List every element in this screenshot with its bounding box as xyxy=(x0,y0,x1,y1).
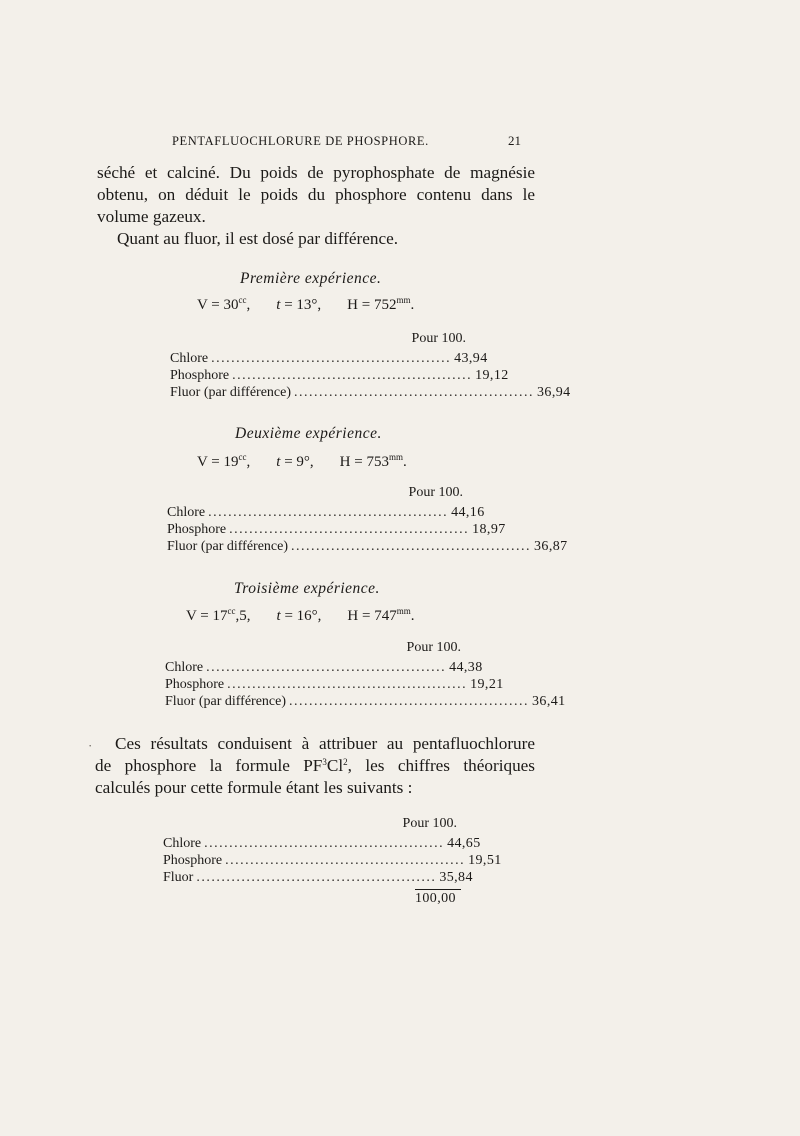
table-row: Chlore ................................................ 44,65 xyxy=(163,836,481,851)
running-title: PENTAFLUOCHLORURE DE PHOSPHORE. xyxy=(172,134,429,148)
pressure: $H = 752^{mm}$. xyxy=(347,295,415,313)
table-row: Chlore ................................................ 44,16 xyxy=(167,505,485,520)
column-header: Pour 100. xyxy=(406,640,461,655)
paragraph-line: de phosphore la formule $PF^3Cl^2$, les chiffres théoriques xyxy=(95,756,535,775)
experiment-2-title: Deuxième expérience. xyxy=(235,425,382,442)
table-row: Fluor (par différence) ................................................ 36,87 xyxy=(167,539,568,554)
table-row: Phosphore ................................................ 19,51 xyxy=(163,853,502,868)
experiment-1-conditions xyxy=(197,297,414,314)
margin-mark: · xyxy=(88,738,93,753)
experiment-3-table xyxy=(165,637,566,710)
experiment-3-conditions xyxy=(186,608,414,625)
temperature: t = 16°, xyxy=(276,608,322,624)
table-row: Chlore ................................................ 43,94 xyxy=(170,351,488,366)
paragraph-line: obtenu, on déduit le poids du phosphore contenu dans le xyxy=(97,185,535,204)
experiment-3-title: Troisième expérience. xyxy=(234,580,380,597)
table-row: Phosphore ................................................ 19,12 xyxy=(170,368,509,383)
paragraph-line: Ces résultats conduisent à attribuer au pentafluochlorure xyxy=(115,734,535,753)
table-row: Fluor (par différence) ................................................ 36,41 xyxy=(165,694,566,709)
paragraph-line: volume gazeux. xyxy=(97,207,206,226)
table-row: Chlore ................................................ 44,38 xyxy=(165,660,483,675)
volume: $V = 19^{cc}$, xyxy=(197,452,251,470)
table-row: Phosphore ................................................ 18,97 xyxy=(167,522,506,537)
paragraph-line: séché et calciné. Du poids de pyrophosphate de magnésie xyxy=(97,163,535,182)
experiment-1-table xyxy=(170,328,571,401)
column-header: Pour 100. xyxy=(411,331,466,346)
paragraph-conclusion xyxy=(95,733,535,799)
temperature: t = 13°, xyxy=(276,297,322,313)
paragraph-line: calculés pour cette formule étant les suivants : xyxy=(95,778,413,797)
paragraph-line: Quant au fluor, il est dosé par différence. xyxy=(117,229,399,248)
theoretical-table xyxy=(163,813,502,908)
column-header: Pour 100. xyxy=(408,485,463,500)
total-value: 100,00 xyxy=(415,891,456,906)
table-row: Fluor (par différence) ................................................ 36,94 xyxy=(170,385,571,400)
volume: $V = 17^{cc},5$, xyxy=(186,606,251,624)
volume: $V = 30^{cc}$, xyxy=(197,295,251,313)
table-row: Fluor ................................................ 35,84 xyxy=(163,870,473,885)
experiment-2-table xyxy=(167,482,568,555)
pressure: $H = 753^{mm}$. xyxy=(339,452,407,470)
page-number: 21 xyxy=(508,133,521,148)
column-header: Pour 100. xyxy=(402,816,457,831)
experiment-1-title: Première expérience. xyxy=(240,270,382,287)
pressure: $H = 747^{mm}$. xyxy=(347,606,415,624)
table-row: Phosphore ................................................ 19,21 xyxy=(165,677,504,692)
temperature: t = 9°, xyxy=(276,454,314,470)
paragraph-fluor xyxy=(97,228,535,250)
paragraph-analysis-method xyxy=(97,162,535,228)
experiment-2-conditions xyxy=(197,454,407,471)
